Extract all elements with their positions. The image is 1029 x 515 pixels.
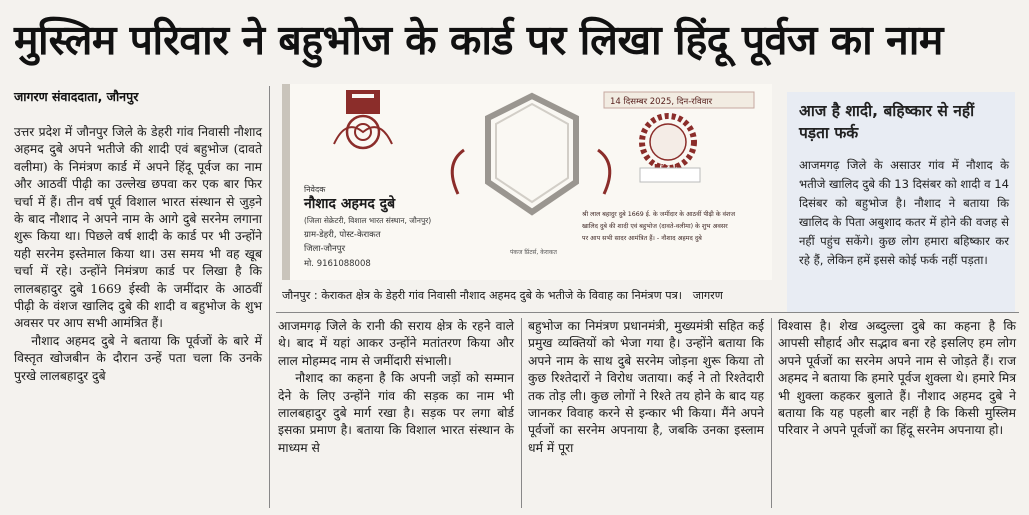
article-column-4 — [778, 318, 1016, 440]
column-divider — [269, 86, 270, 508]
article-column-3 — [528, 318, 764, 457]
paragraph: बहुभोज का निमंत्रण प्रधानमंत्री, मुख्यमंत्री सहित कई प्रमुख व्यक्तियों को भेजा गया है। उन्होंने बताया कि अपने नाम के साथ दुबे सरनेम जोड़ना शुरू किया तो कुछ रिश्तेदारों ने विरोध जताया। कई ने तो रिश्तेदारी तक तोड़ ली। कुछ लोगों ने रिश्ते तय होने के बाद यह जानकर विवाह करने से इन्कार भी किया। मैंने अपने पूर्वजों का सरनेम अपनाया है, जबकि उनका इस्लाम धर्म में पूरा — [528, 319, 764, 455]
caption-credit: जागरण — [692, 289, 723, 302]
column-divider — [771, 318, 772, 508]
invite-text: खालिद दुबे की शादी एवं बहुभोज (दावते-वलीमा) के शुभ अवसर — [582, 223, 728, 230]
inviter-mobile: मो. 9161088008 — [304, 259, 371, 269]
sidebar-box — [787, 92, 1015, 312]
sidebar-title: आज है शादी, बहिष्कार से नहीं पड़ता फर्क — [799, 102, 975, 142]
invitation-card-photo — [282, 84, 772, 280]
paragraph: आजमगढ़ जिले के रानी की सराय क्षेत्र के रहने वाले थे। बाद में यहां आकर उन्होंने मतांतरण किया और लाल मोहम्मद नाम से जमींदारी संभाली। — [278, 319, 514, 368]
section-divider — [276, 312, 1019, 313]
printer-credit: पंकज प्रिंटर्स, केराकत — [510, 249, 557, 256]
inviter-name: नौशाद अहमद दुबे — [304, 196, 396, 212]
invite-text: पर आप सभी सादर आमंत्रित हैं। - नौशाद अहमद दुबे — [582, 235, 702, 242]
card-date: 14 दिसम्बर 2025, दिन-रविवार — [610, 97, 713, 107]
article-column-2 — [278, 318, 514, 457]
paragraph: उत्तर प्रदेश में जौनपुर जिले के डेहरी गांव निवासी नौशाद अहमद दुबे अपने भतीजे की शादी एवं बहुभोज (दावते वलीमा) के निमंत्रण कार्ड में अपने हिंदू पूर्वज का नाम और आठवीं पीढ़ी का उल्लेख छपवा कर एक बार फिर चर्चा में हैं। तीन वर्ष पूर्व विशाल भारत संस्थान से जुड़ने के बाद नौशाद ने अपने नाम के आगे दुबे सरनेम लगाना शुरू किया था। पिछले वर्ष शादी के कार्ड पर भी उन्होंने यही सरनेम इस्तेमाल किया था। उस समय भी वह खूब चर्चा में रहे। उन्होंने निमंत्रण कार्ड पर लिखा है कि लालबहादुर दुबे 1669 ईस्वी के जमींदार के आठवीं पीढ़ी के वंशज खालिद दुबे की शादी व बहुभोज के शुभ अवसर पर आप सभी आमंत्रित हैं। — [14, 125, 262, 331]
paragraph: नौशाद का कहना है कि अपनी जड़ों को सम्मान देने के लिए उन्होंने गांव की सड़क का नाम भी लालबहादुर दुबे मार्ग रखा है। सड़क पर लगा बोर्ड इसका प्रमाण है। बताया कि विशाल भारत संस्थान के माध्यम से — [278, 371, 514, 455]
byline: जागरण संवाददाता, जौनपुर — [14, 89, 139, 104]
invite-text: श्री लाल बहादुर दुबे 1669 ई. के जमींदार के आठवीं पीढ़ी के वंशज — [582, 211, 736, 218]
inviter-line: ग्राम-डेहरी, पोस्ट-केराकत — [304, 230, 381, 240]
nikah-emblem — [642, 116, 694, 172]
photo-caption — [282, 288, 787, 303]
caption-text: जौनपुर : केराकत क्षेत्र के डेहरी गांव निवासी नौशाद अहमद दुबे के भतीजे के विवाह का निमंत्रण पत्र। — [282, 289, 683, 302]
invitation-card-illustration — [282, 84, 772, 280]
column-divider — [521, 318, 522, 508]
inviter-line: जिला-जौनपुर — [304, 244, 346, 254]
article-column-1 — [14, 124, 262, 385]
inviter-line: (जिला सेक्रेटरी, विशाल भारत संस्थान, जौनपुर) — [304, 216, 432, 225]
paragraph: विश्वास है। शेख अब्दुल्ला दुबे का कहना है कि आपसी सौहार्द और सद्भाव बना रहे इसलिए हम लोग अपने पूर्वजों का सरनेम अपने नाम से जोड़ते हैं। राज अहमद ने बताया कि हमारे पूर्वज शुक्ला थे। हमारे मित्र भी शुक्ला कहकर बुलाते हैं। नौशाद अहमद दुबे ने बताया कि यह पहली बार नहीं है कि किसी मुस्लिम परिवार ने अपने पूर्वजों का हिंदू सरनेम अपनाया हो। — [778, 319, 1016, 438]
paragraph: नौशाद अहमद दुबे ने बताया कि पूर्वजों के बारे में विस्तृत खोजबीन के दौरान उन्हें पता चला कि उनके पुरखे लालबहादुर दुबे — [14, 333, 262, 383]
inviter-label: निवेदक — [304, 185, 326, 194]
headline: मुस्लिम परिवार ने बहुभोज के कार्ड पर लिखा हिंदू पूर्वज का नाम — [14, 16, 943, 64]
sidebar-text: आजमगढ़ जिले के असाउर गांव में नौशाद के भतीजे खालिद दुबे की 13 दिसंबर को शादी व 14 दिसंबर को बहुभोज है। नौशाद ने बताया कि खालिद के पिता अबुशाद कतर में होने की वजह से नहीं पहुंच सकेंगे। कुछ लोग हमारा बहिष्कार कर रहे हैं, लेकिन हमें इससे कोई फर्क नहीं पड़ता। — [799, 158, 1009, 267]
